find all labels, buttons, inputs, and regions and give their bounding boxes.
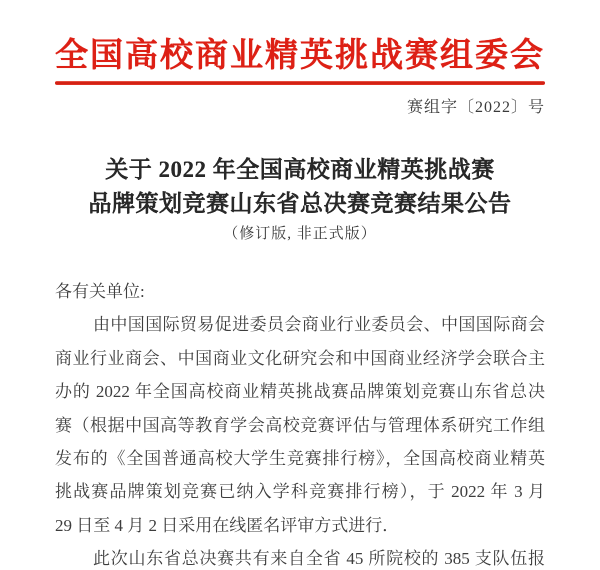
letterhead-org-name: 全国高校商业精英挑战赛组委会 (55, 38, 545, 74)
paragraph-1-line-7: 29 日至 4 月 2 日采用在线匿名评审方式进行． (55, 515, 400, 535)
document-body (55, 275, 545, 570)
paragraph-2-line-1: 此次山东省总决赛共有来自全省 45 所院校的 385 支队伍报 (93, 549, 545, 569)
document-reference-number: 赛组字〔2022〕号 (406, 99, 545, 116)
paragraph-1-line-1: 由中国国际贸易促进委员会商业行业委员会、中国国际商会 (93, 315, 545, 335)
paragraph-1-line-3: 办的 2022 年全国高校商业精英挑战赛品牌策划竞赛山东省总决 (55, 382, 545, 402)
document-title-line1: 关于 2022 年全国高校商业精英挑战赛 (105, 157, 495, 182)
document-subtitle: （修订版, 非正式版） (223, 226, 377, 242)
paragraph-1 (55, 308, 545, 542)
paragraph-1-line-4: 赛（根据中国高等教育学会高校竞赛评估与管理体系研究工作组 (55, 415, 545, 435)
paragraph-2 (55, 542, 545, 570)
document-title (55, 153, 545, 245)
salutation: 各有关单位: (55, 282, 145, 301)
paragraph-1-line-6: 挑战赛品牌策划竞赛已纳入学科竞赛排行榜），于 2022 年 3 月 (55, 482, 545, 502)
letterhead-red-divider (55, 81, 545, 85)
paragraph-1-line-5: 发布的《全国普通高校大学生竞赛排行榜》，全国高校商业精英 (55, 448, 545, 468)
paragraph-1-line-2: 商业行业商会、中国商业文化研究会和中国商业经济学会联合主 (55, 348, 545, 368)
document-title-line2: 品牌策划竞赛山东省总决赛竞赛结果公告 (88, 191, 512, 216)
